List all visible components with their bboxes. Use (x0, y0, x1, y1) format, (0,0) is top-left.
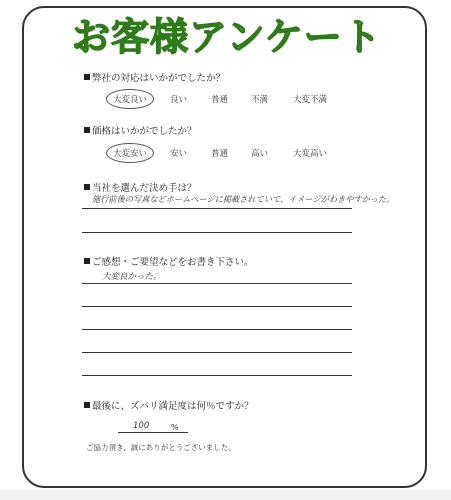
answer-line (82, 283, 352, 284)
q1-option-5[interactable]: 大変不満 (293, 95, 328, 105)
page-bottom-band (0, 490, 451, 500)
answer-line (82, 232, 352, 233)
bullet-square-icon (84, 184, 90, 190)
q2-option-4[interactable]: 高い (251, 149, 269, 159)
bullet-square-icon (84, 74, 90, 80)
footer-thanks: ご協力頂き、誠にありがとうございました。 (86, 443, 236, 452)
answer-line (82, 306, 352, 307)
bullet-square-icon (84, 402, 90, 408)
answer-line (82, 375, 352, 376)
q3-handwritten-answer: 施行前後の写真などホームページに掲載されていて、イメージがわきやすかった。 (92, 194, 395, 204)
question-2-label: 価格はいかがでしたか？ (84, 123, 197, 137)
question-4-label: ご感想・ご要望などをお書き下さい。 (84, 254, 254, 268)
q2-option-5[interactable]: 大変高い (293, 149, 328, 159)
answer-line (82, 208, 352, 209)
question-1-label: 弊社の対応はいかがでしたか？ (84, 70, 225, 84)
q4-handwritten-answer: 大変良かった。 (102, 272, 162, 282)
question-5-label: 最後に、ズバリ満足度は何％ですか？ (84, 398, 254, 412)
q1-option-1[interactable]: 大変良い (106, 89, 154, 109)
q5-percent-unit: % (171, 423, 179, 432)
q2-option-1[interactable]: 大変安い (106, 143, 154, 163)
q5-handwritten-answer: 100 (133, 421, 150, 431)
answer-line (82, 329, 352, 330)
q1-option-4[interactable]: 不満 (251, 95, 269, 105)
answer-line (82, 352, 352, 353)
q2-option-3[interactable]: 普通 (211, 149, 229, 159)
percent-answer-line (118, 432, 188, 433)
question-3-label: 当社を選んだ決め手は？ (84, 180, 197, 194)
bullet-square-icon (84, 127, 90, 133)
survey-title: お客様アンケート (72, 15, 382, 59)
q1-option-3[interactable]: 普通 (211, 95, 229, 105)
q2-option-2[interactable]: 安い (170, 149, 188, 159)
bullet-square-icon (84, 258, 90, 264)
q1-option-2[interactable]: 良い (170, 95, 188, 105)
